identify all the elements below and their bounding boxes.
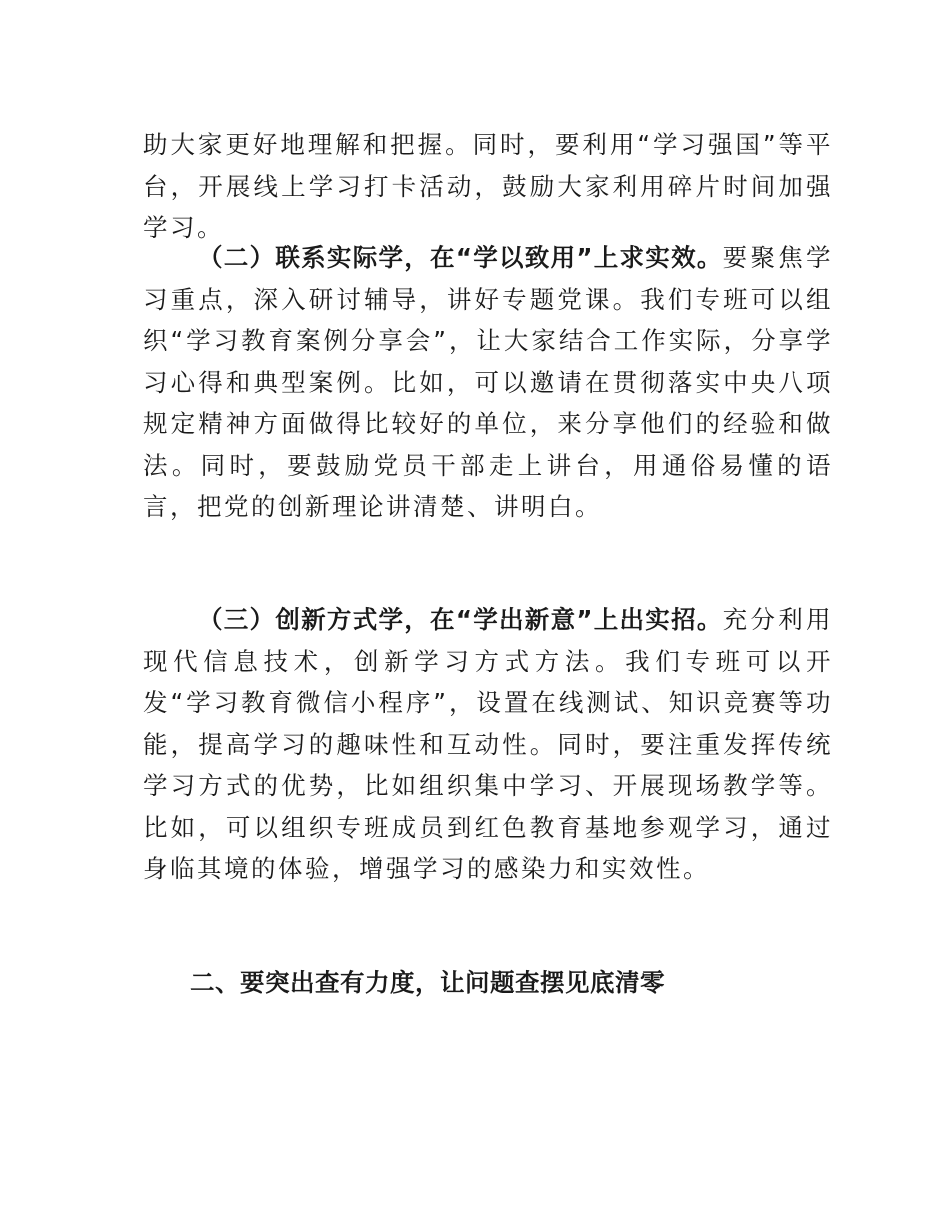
paragraph-section-3 bbox=[143, 599, 833, 890]
paragraph-body: 要聚焦学习重点，深入研讨辅导，讲好专题党课。我们专班可以组织“学习教育案例分享会”，让大家结合工作实际，分享学习心得和典型案例。比如，可以邀请在贯彻落实中央八项规定精神方面做得比较好的单位，来分享他们的经验和做法。同时，要鼓励党员干部走上讲台，用通俗易懂的语言，把党的创新理论讲清楚、讲明白。 bbox=[143, 243, 834, 521]
paragraph-body: 充分利用现代信息技术，创新学习方式方法。我们专班可以开发“学习教育微信小程序”，设置在线测试、知识竞赛等功能，提高学习的趣味性和互动性。同时，要注重发挥传统学习方式的优势，比如组织集中学习、开展现场教学等。比如，可以组织专班成员到红色教育基地参观学习，通过身临其境的体验，增强学习的感染力和实效性。 bbox=[143, 605, 834, 883]
paragraph-lead-heading: （二）联系实际学，在“学以致用”上求实效。 bbox=[198, 243, 723, 272]
paragraph-body: 助大家更好地理解和把握。同时，要利用“学习强国”等平台，开展线上学习打卡活动，鼓励大家利用碎片时间加强学习。 bbox=[143, 130, 833, 242]
paragraph-lead-heading: （三）创新方式学，在“学出新意”上出实招。 bbox=[198, 605, 723, 634]
paragraph-section-2 bbox=[143, 237, 833, 528]
paragraph-continuation bbox=[143, 124, 833, 249]
section-heading: 二、要突出查有力度，让问题查摆见底清零 bbox=[190, 968, 665, 997]
